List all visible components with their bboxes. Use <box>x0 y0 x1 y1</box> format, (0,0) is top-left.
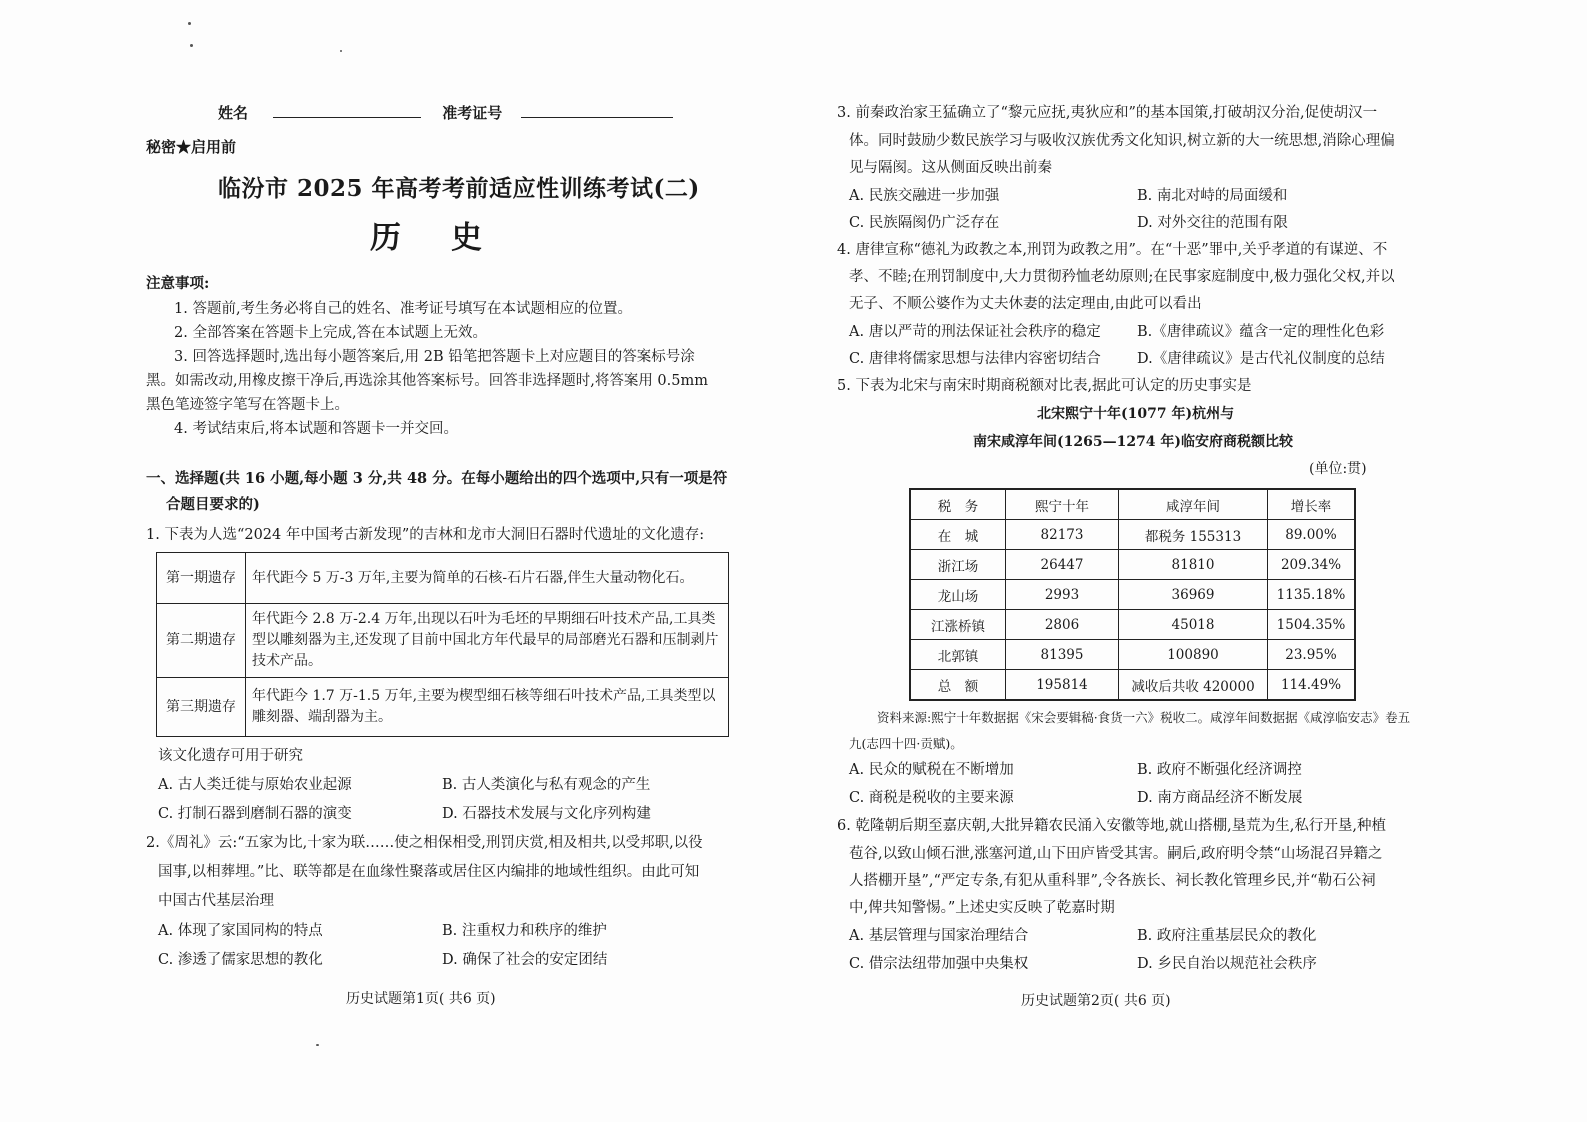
table-cell-text: 年代距今 5 万-3 万年,主要为简单的石核-石片石器,伴生大量动物化石。 <box>246 553 729 604</box>
table-cell: 北郭镇 <box>910 640 1006 670</box>
name-blank <box>273 103 421 118</box>
table-row <box>910 640 1355 670</box>
q2-option-d: D. 确保了社会的安定团结 <box>442 952 608 968</box>
name-label: 姓名 <box>218 104 249 122</box>
table-row <box>910 550 1355 580</box>
table-cell: 都税务 155313 <box>1119 520 1268 550</box>
q6-stem: 人搭棚开垦”,“严定专条,有犯从重科罪”,令各族长、祠长教化管理乡民,并“勒石公祠 <box>849 873 1376 889</box>
exam-header-fields <box>218 102 673 123</box>
q2-stem: 2.《周礼》云:“五家为比,十家为联……使之相保相受,刑罚庆赏,相及相共,以受邦职,以役 <box>146 835 703 851</box>
table-cell: 209.34% <box>1268 550 1356 580</box>
q5-source: 九(志四十四·贡赋)。 <box>849 736 963 751</box>
q3-stem: 3. 前秦政治家王猛确立了“黎元应抚,夷狄应和”的基本国策,打破胡汉分治,促使胡汉一 <box>837 105 1378 121</box>
table-cell-label: 第二期遗存 <box>157 604 246 678</box>
exam-title: 临汾市 2025 年高考考前适应性训练考试(二) <box>218 175 700 202</box>
subject-title: 历史 <box>370 220 532 256</box>
table-cell: 2993 <box>1006 580 1119 610</box>
q6-stem: 苞谷,以致山倾石泄,涨塞河道,山下田庐皆受其害。嗣后,政府明令禁“山场混召异籍之 <box>849 846 1383 862</box>
q2-option-b: B. 注重权力和秩序的维护 <box>442 923 607 939</box>
table-cell-label: 第一期遗存 <box>157 553 246 604</box>
q4-stem: 无子、不顺公婆作为丈夫休妻的法定理由,由此可以看出 <box>849 296 1202 312</box>
q3-option-a: A. 民族交融进一步加强 <box>849 188 1000 204</box>
table-cell: 114.49% <box>1268 670 1356 701</box>
table-header-cell: 熙宁十年 <box>1006 489 1119 520</box>
table-header-row <box>910 489 1355 520</box>
table-cell: 23.95% <box>1268 640 1356 670</box>
q6-option-a: A. 基层管理与国家治理结合 <box>849 928 1029 944</box>
q1-option-a: A. 古人类迁徙与原始农业起源 <box>158 777 352 793</box>
id-label: 准考证号 <box>442 104 503 122</box>
table-cell: 总 额 <box>910 670 1006 701</box>
table-cell: 82173 <box>1006 520 1119 550</box>
table-cell: 1504.35% <box>1268 610 1356 640</box>
table-cell: 龙山场 <box>910 580 1006 610</box>
id-blank <box>521 103 673 118</box>
section-heading-cont: 合题目要求的) <box>166 496 260 513</box>
q1-stem: 1. 下表为人选“2024 年中国考古新发现”的吉林和龙市大洞旧石器时代遗址的文化遗存: <box>146 527 705 543</box>
q4-option-d: D.《唐律疏议》是古代礼仪制度的总结 <box>1137 351 1385 367</box>
q5-table-unit: (单位:贯) <box>1309 461 1367 477</box>
q2-stem: 国事,以相葬埋。”比、联等都是在血缘性聚落或居住区内编排的地域性组织。由此可知 <box>158 864 700 880</box>
q4-option-b: B.《唐律疏议》蕴含一定的理性化色彩 <box>1137 324 1385 340</box>
q1-option-b: B. 古人类演化与私有观念的产生 <box>442 777 651 793</box>
q1-option-c: C. 打制石器到磨制石器的演变 <box>158 806 352 822</box>
table-cell-text: 年代距今 2.8 万-2.4 万年,出现以石叶为毛坯的早期细石叶技术产品,工具类型以雕刻器为主,还发现了目前中国北方年代最早的局部磨光石器和压制剥片技术产品。 <box>246 604 729 678</box>
notice-line: 黑色笔迹签字笔写在答题卡上。 <box>146 397 349 413</box>
q5-option-a: A. 民众的赋税在不断增加 <box>849 762 1014 778</box>
q2-option-a: A. 体现了家国同构的特点 <box>158 923 323 939</box>
notice-line: 3. 回答选择题时,选出每小题答案后,用 2B 铅笔把答题卡上对应题目的答案标号涂 <box>174 349 695 365</box>
q5-tax-table <box>909 488 1356 701</box>
table-cell: 100890 <box>1119 640 1268 670</box>
q2-stem: 中国古代基层治理 <box>158 893 274 909</box>
table-cell: 81810 <box>1119 550 1268 580</box>
page-footer: 历史试题第2页( 共6 页) <box>1021 993 1171 1009</box>
table-cell: 1135.18% <box>1268 580 1356 610</box>
table-row <box>910 610 1355 640</box>
section-heading: 一、选择题(共 16 小题,每小题 3 分,共 48 分。在每小题给出的四个选项中,只有一项是符 <box>146 470 728 487</box>
q3-option-c: C. 民族隔阂仍广泛存在 <box>849 215 1000 231</box>
table-cell: 195814 <box>1006 670 1119 701</box>
table-row <box>157 678 729 737</box>
notice-line: 1. 答题前,考生务必将自己的姓名、准考证号填写在本试题相应的位置。 <box>174 301 633 317</box>
table-cell-text: 年代距今 1.7 万-1.5 万年,主要为楔型细石核等细石叶技术产品,工具类型以雕刻器、端刮器为主。 <box>246 678 729 737</box>
table-cell: 在 城 <box>910 520 1006 550</box>
page-footer: 历史试题第1页( 共6 页) <box>346 991 496 1007</box>
q5-stem: 5. 下表为北宋与南宋时期商税额对比表,据此可认定的历史事实是 <box>837 378 1252 394</box>
q5-option-d: D. 南方商品经济不断发展 <box>1137 790 1303 806</box>
table-cell: 减收后共收 420000 <box>1119 670 1268 701</box>
q5-option-b: B. 政府不断强化经济调控 <box>1137 762 1302 778</box>
q6-option-c: C. 借宗法纽带加强中央集权 <box>849 956 1029 972</box>
table-cell: 45018 <box>1119 610 1268 640</box>
q3-option-d: D. 对外交往的范围有限 <box>1137 215 1288 231</box>
q4-option-a: A. 唐以严苛的刑法保证社会秩序的稳定 <box>849 324 1101 340</box>
table-header-cell: 咸淳年间 <box>1119 489 1268 520</box>
q1-table <box>156 552 729 737</box>
table-cell-label: 第三期遗存 <box>157 678 246 737</box>
notice-line: 4. 考试结束后,将本试题和答题卡一并交回。 <box>174 421 459 437</box>
page-right <box>793 0 1587 1122</box>
table-cell: 26447 <box>1006 550 1119 580</box>
table-row <box>157 553 729 604</box>
notice-heading: 注意事项: <box>146 275 210 292</box>
q3-stem: 见与隔阂。这从侧面反映出前秦 <box>849 160 1052 176</box>
page-left <box>0 0 793 1122</box>
q5-option-c: C. 商税是税收的主要来源 <box>849 790 1014 806</box>
q4-stem: 孝、不睦;在刑罚制度中,大力贯彻矜恤老幼原则;在民事家庭制度中,极力强化父权,并以 <box>849 269 1395 285</box>
q5-table-title: 北宋熙宁十年(1077 年)杭州与 <box>1037 406 1235 422</box>
q5-table-title: 南宋咸淳年间(1265—1274 年)临安府商税额比较 <box>973 434 1294 450</box>
secret-mark: 秘密★启用前 <box>146 138 237 156</box>
table-cell: 江涨桥镇 <box>910 610 1006 640</box>
table-row <box>910 670 1355 701</box>
q6-option-b: B. 政府注重基层民众的教化 <box>1137 928 1317 944</box>
q2-option-c: C. 渗透了儒家思想的教化 <box>158 952 323 968</box>
notice-line: 2. 全部答案在答题卡上完成,答在本试题上无效。 <box>174 325 488 341</box>
table-cell: 36969 <box>1119 580 1268 610</box>
notice-line: 黑。如需改动,用橡皮擦干净后,再选涂其他答案标号。回答非选择题时,将答案用 0.5mm <box>146 373 708 389</box>
table-row <box>910 580 1355 610</box>
q6-stem: 中,俾共知警惕。”上述史实反映了乾嘉时期 <box>849 900 1115 916</box>
q5-source: 资料来源:熙宁十年数据据《宋会要辑稿·食货一六》税收二。咸淳年间数据据《咸淳临安志》卷五 <box>877 710 1411 725</box>
table-row <box>910 520 1355 550</box>
table-header-cell: 增长率 <box>1268 489 1356 520</box>
table-cell: 浙江场 <box>910 550 1006 580</box>
q3-option-b: B. 南北对峙的局面缓和 <box>1137 188 1288 204</box>
table-cell: 89.00% <box>1268 520 1356 550</box>
table-header-cell: 税 务 <box>910 489 1006 520</box>
q6-option-d: D. 乡民自治以规范社会秩序 <box>1137 956 1317 972</box>
q6-stem: 6. 乾隆朝后期至嘉庆朝,大批异籍农民涌入安徽等地,就山搭棚,垦荒为生,私行开垦,种植 <box>837 818 1386 834</box>
q4-option-c: C. 唐律将儒家思想与法律内容密切结合 <box>849 351 1101 367</box>
table-row <box>157 604 729 678</box>
q4-stem: 4. 唐律宣称“德礼为政教之本,刑罚为政教之用”。在“十恶”罪中,关乎孝道的有谋逆、不 <box>837 242 1388 258</box>
table-cell: 2806 <box>1006 610 1119 640</box>
q1-option-d: D. 石器技术发展与文化序列构建 <box>442 806 651 822</box>
q1-prompt: 该文化遗存可用于研究 <box>158 748 303 764</box>
table-cell: 81395 <box>1006 640 1119 670</box>
q3-stem: 体。同时鼓励少数民族学习与吸收汉族优秀文化知识,树立新的大一统思想,消除心理偏 <box>849 133 1395 149</box>
